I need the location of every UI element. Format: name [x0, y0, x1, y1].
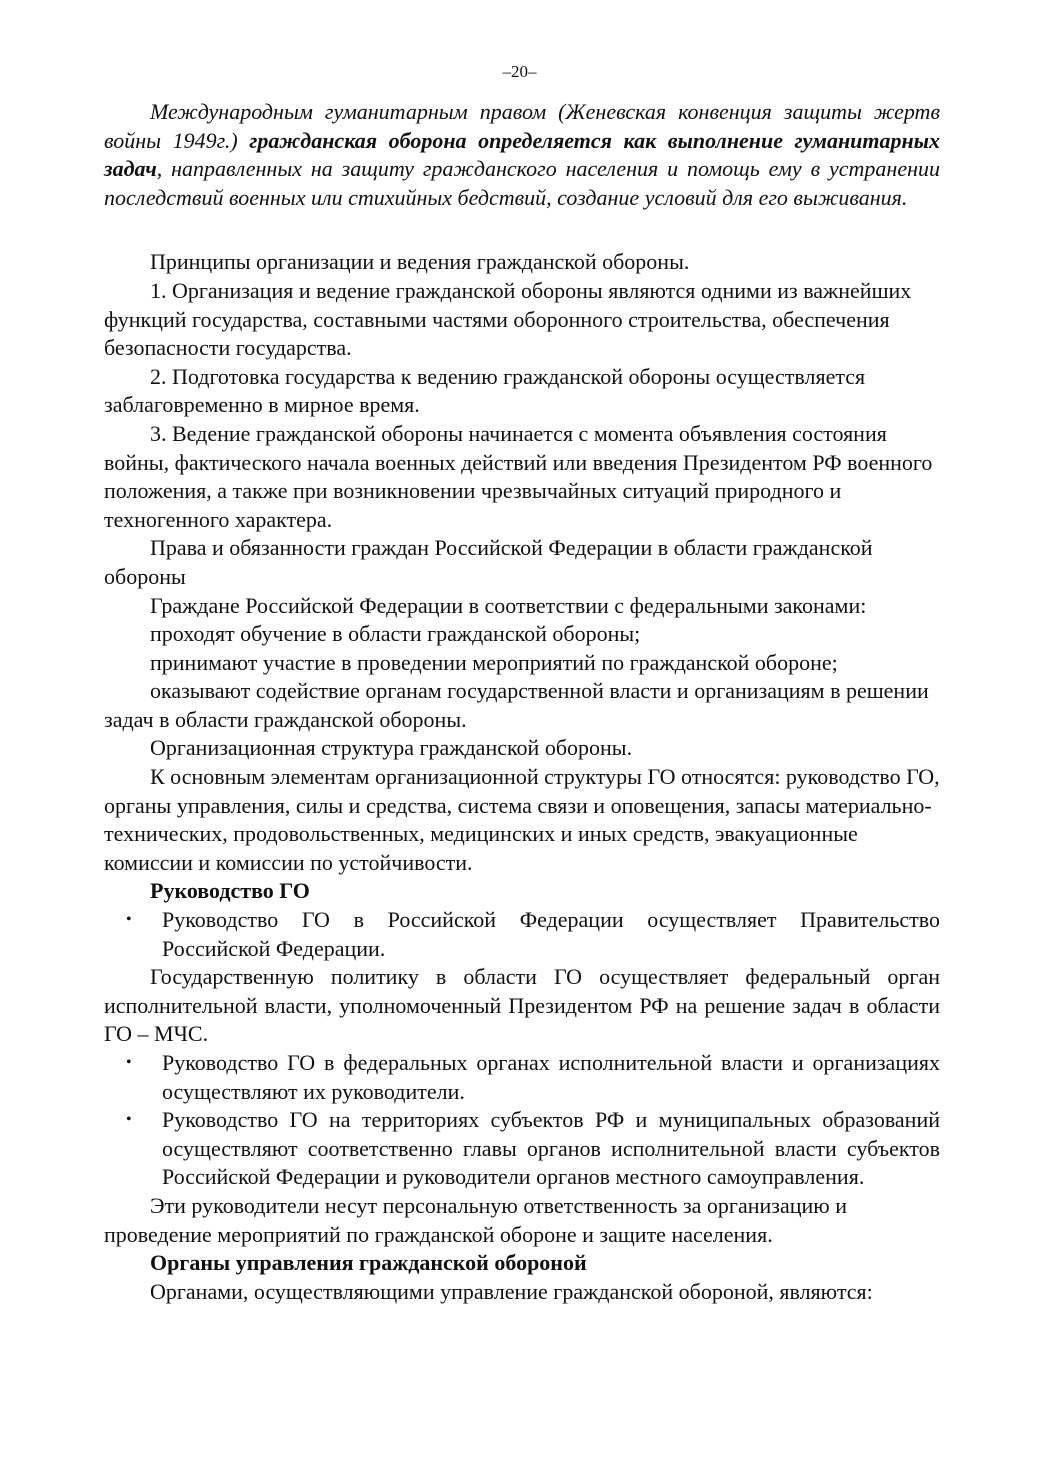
- principle-item: 3. Ведение гражданской обороны начинается с момента объявления состояния войны, фактического начала военных действий или введения Президентом РФ военного положения, а также при возникновении чрезвычайных ситуаций природного и техногенного характера.: [104, 420, 933, 532]
- list-item: [104, 1049, 940, 1106]
- bullet-icon: •: [126, 911, 132, 929]
- structure-text: К основным элементам организационной структуры ГО относятся: руководство ГО, органы управления, силы и средства, система связи и оповещения, запасы материально-технических, продовольственных, медицинских и иных средств, эвакуационные комиссии и комиссии по устойчивости.: [104, 764, 940, 875]
- bullet-icon: •: [126, 1111, 132, 1129]
- citizens-intro: Граждане Российской Федерации в соответствии с федеральными законами:: [150, 592, 867, 618]
- list-item-text: Руководство ГО в Российской Федерации осуществляет Правительство Российской Федерации.: [162, 907, 940, 961]
- intro-text-1: Международным гуманитарным правом (Женевская конвенция защиты жертв войны 1949г.): [104, 99, 940, 153]
- leadership-list-2: [104, 1049, 940, 1192]
- duty-item: проходят обучение в области гражданской обороны;: [150, 621, 641, 647]
- leadership-list-1: [104, 906, 940, 963]
- duty-item: принимают участие в проведении мероприятий по гражданской обороне;: [150, 649, 838, 675]
- principle-item: 1. Организация и ведение гражданской обороны являются одними из важнейших функций государства, составными частями оборонного строительства, обеспечения безопасности государства.: [104, 277, 912, 361]
- list-item-text: Руководство ГО в федеральных органах исполнительной власти и организациях осуществляют их руководители.: [162, 1050, 940, 1104]
- state-policy-paragraph: Государственную политику в области ГО осуществляет федеральный орган исполнительной власти, уполномоченный Президентом РФ на решение задач в области ГО – МЧС.: [104, 964, 940, 1047]
- page-content: [104, 98, 940, 1306]
- list-item: [104, 906, 940, 963]
- rights-title: Права и обязанности граждан Российской Федерации в области гражданской обороны: [104, 535, 873, 589]
- list-item: [104, 1106, 940, 1192]
- organs-heading: Органы управления гражданской обороной: [150, 1250, 587, 1276]
- responsibility-paragraph: Эти руководители несут персональную ответственность за организацию и проведение мероприятий по гражданской обороне и защите населения.: [104, 1192, 847, 1247]
- duty-item: оказывают содействие органам государственной власти и организациям в решении задач в области гражданской обороны.: [104, 678, 929, 732]
- page-number: –20–: [502, 62, 537, 81]
- structure-title: Организационная структура гражданской обороны.: [150, 735, 633, 761]
- list-item-text: Руководство ГО на территориях субъектов РФ и муниципальных образований осуществляют соответственно главы органов исполнительной власти субъектов Российской Федерации и руководители органов местного самоуправления.: [162, 1107, 940, 1190]
- section-spacer: [104, 212, 940, 248]
- principle-item: 2. Подготовка государства к ведению гражданской обороны осуществляется заблаговременно в мирное время.: [104, 363, 866, 418]
- intro-paragraph: [104, 98, 940, 212]
- principles-title: Принципы организации и ведения гражданской обороны.: [150, 249, 690, 275]
- organs-paragraph: Органами, осуществляющими управление гражданской обороной, являются:: [150, 1278, 873, 1304]
- intro-bold-definition: гражданская оборона определяется как выполнение гуманитарных задач: [104, 127, 940, 182]
- intro-text-2: , направленных на защиту гражданского населения и помощь ему в устранении последствий военных или стихийных бедствий, создание условий для его выживания.: [104, 156, 940, 210]
- bullet-icon: •: [126, 1054, 132, 1071]
- leadership-heading: Руководство ГО: [150, 878, 310, 904]
